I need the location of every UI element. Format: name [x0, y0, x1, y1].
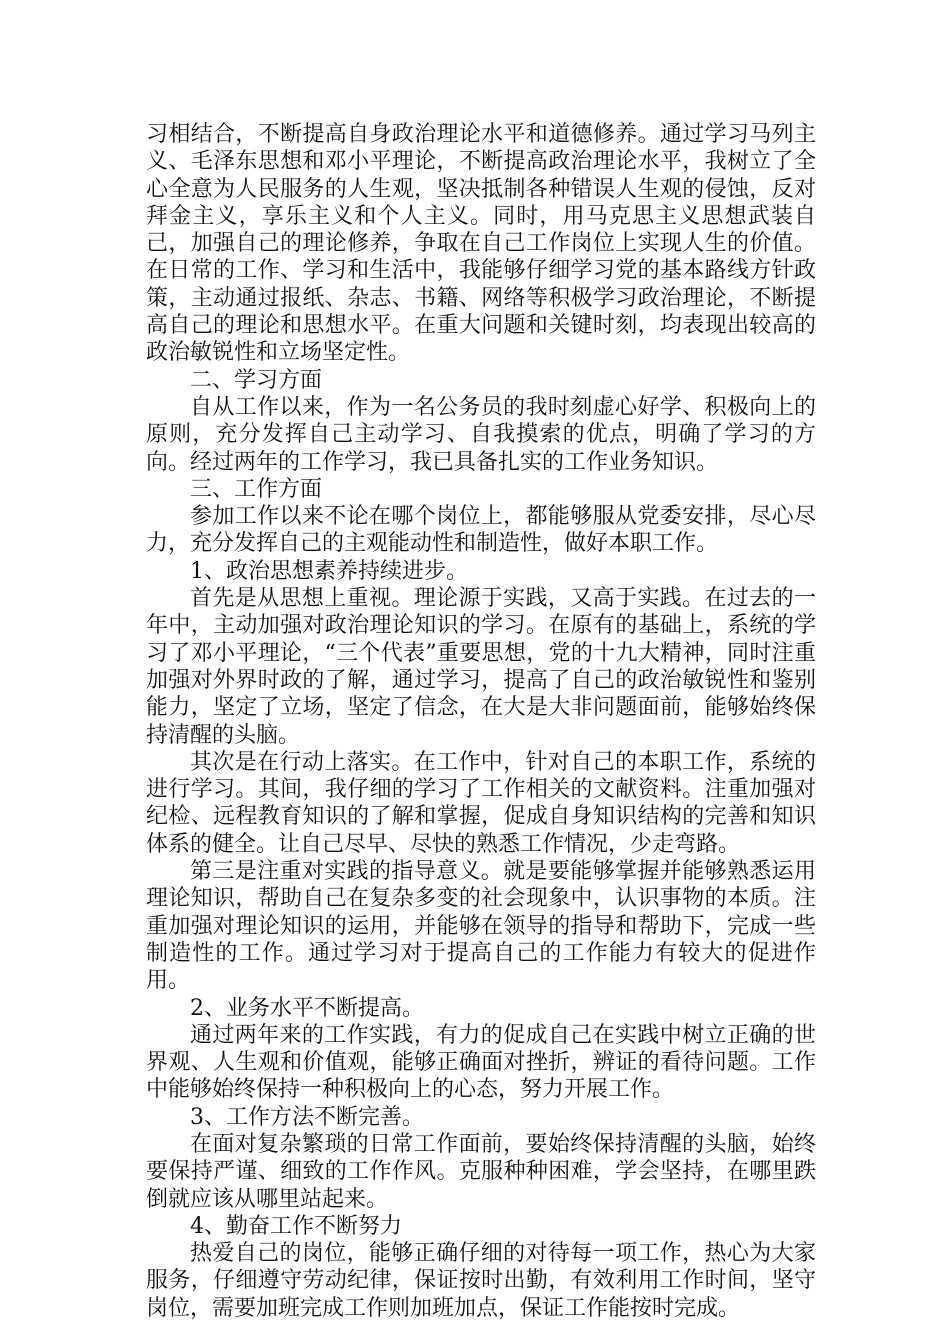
section-heading-study: 二、学习方面: [190, 367, 323, 393]
document-page: [146, 121, 816, 1322]
paragraph: 自从工作以来，作为一名公务员的我时刻虚心好学、积极向上的原则，充分发挥自己主动学习、自我摸索的优点，明确了学习的方向。经过两年的工作学习，我已具备扎实的工作业务知识。: [146, 394, 816, 475]
paragraph: 参加工作以来不论在哪个岗位上，都能够服从党委安排，尽心尽力，充分发挥自己的主观能动性和制造性，做好本职工作。: [146, 504, 816, 557]
subheading-business: 2、业务水平不断提高。: [190, 995, 424, 1021]
subheading-method: 3、工作方法不断完善。: [190, 1104, 424, 1130]
paragraph: 首先是从思想上重视。理论源于实践，又高于实践。在过去的一年中，主动加强对政治理论知识的学习。在原有的基础上，系统的学习了邓小平理论，“三个代表”重要思想，党的十九大精神，同时注重加强对外界时政的了解，通过学习，提高了自己的政治敏锐性和鉴别能力，坚定了立场，坚定了信念，在大是大非问题面前，能够始终保持清醒的头脑。: [146, 586, 816, 748]
subheading-political: 1、政治思想素养持续进步。: [190, 558, 468, 584]
paragraph: 热爱自己的岗位，能够正确仔细的对待每一项工作，热心为大家服务，仔细遵守劳动纪律，保证按时出勤，有效利用工作时间，坚守岗位，需要加班完成工作则加班加点，保证工作能按时完成。: [146, 1241, 816, 1321]
paragraph-continued: 习相结合，不断提高自身政治理论水平和道德修养。通过学习马列主义、毛泽东思想和邓小平理论，不断提高政治理论水平，我树立了全心全意为人民服务的人生观，坚决抵制各种错误人生观的侵蚀，反对拜金主义，享乐主义和个人主义。同时，用马克思主义思想武装自己，加强自己的理论修养，争取在自己工作岗位上实现人生的价值。在日常的工作、学习和生活中，我能够仔细学习党的基本路线方针政策，主动通过报纸、杂志、书籍、网络等积极学习政治理论，不断提高自己的理论和思想水平。在重大问题和关键时刻，均表现出较高的政治敏锐性和立场坚定性。: [146, 122, 816, 366]
paragraph: 通过两年来的工作实践，有力的促成自己在实践中树立正确的世界观、人生观和价值观，能够正确面对挫折，辨证的看待问题。工作中能够始终保持一种积极向上的心态，努力开展工作。: [146, 1022, 816, 1103]
subheading-diligence: 4、勤奋工作不断努力: [190, 1213, 402, 1239]
paragraph: 在面对复杂繁琐的日常工作面前，要始终保持清醒的头脑，始终要保持严谨、细致的工作作风。克服种种困难，学会坚持，在哪里跌倒就应该从哪里站起来。: [146, 1131, 816, 1212]
paragraph: 第三是注重对实践的指导意义。就是要能够掌握并能够熟悉运用理论知识，帮助自己在复杂多变的社会现象中，认识事物的本质。注重加强对理论知识的运用，并能够在领导的指导和帮助下，完成一些制造性的工作。通过学习对于提高自己的工作能力有较大的促进作用。: [146, 859, 816, 994]
paragraph: 其次是在行动上落实。在工作中，针对自己的本职工作，系统的进行学习。其间，我仔细的学习了工作相关的文献资料。注重加强对纪检、远程教育知识的了解和掌握，促成自身知识结构的完善和知识体系的健全。让自己尽早、尽快的熟悉工作情况，少走弯路。: [146, 749, 816, 857]
section-heading-work: 三、工作方面: [190, 476, 323, 502]
